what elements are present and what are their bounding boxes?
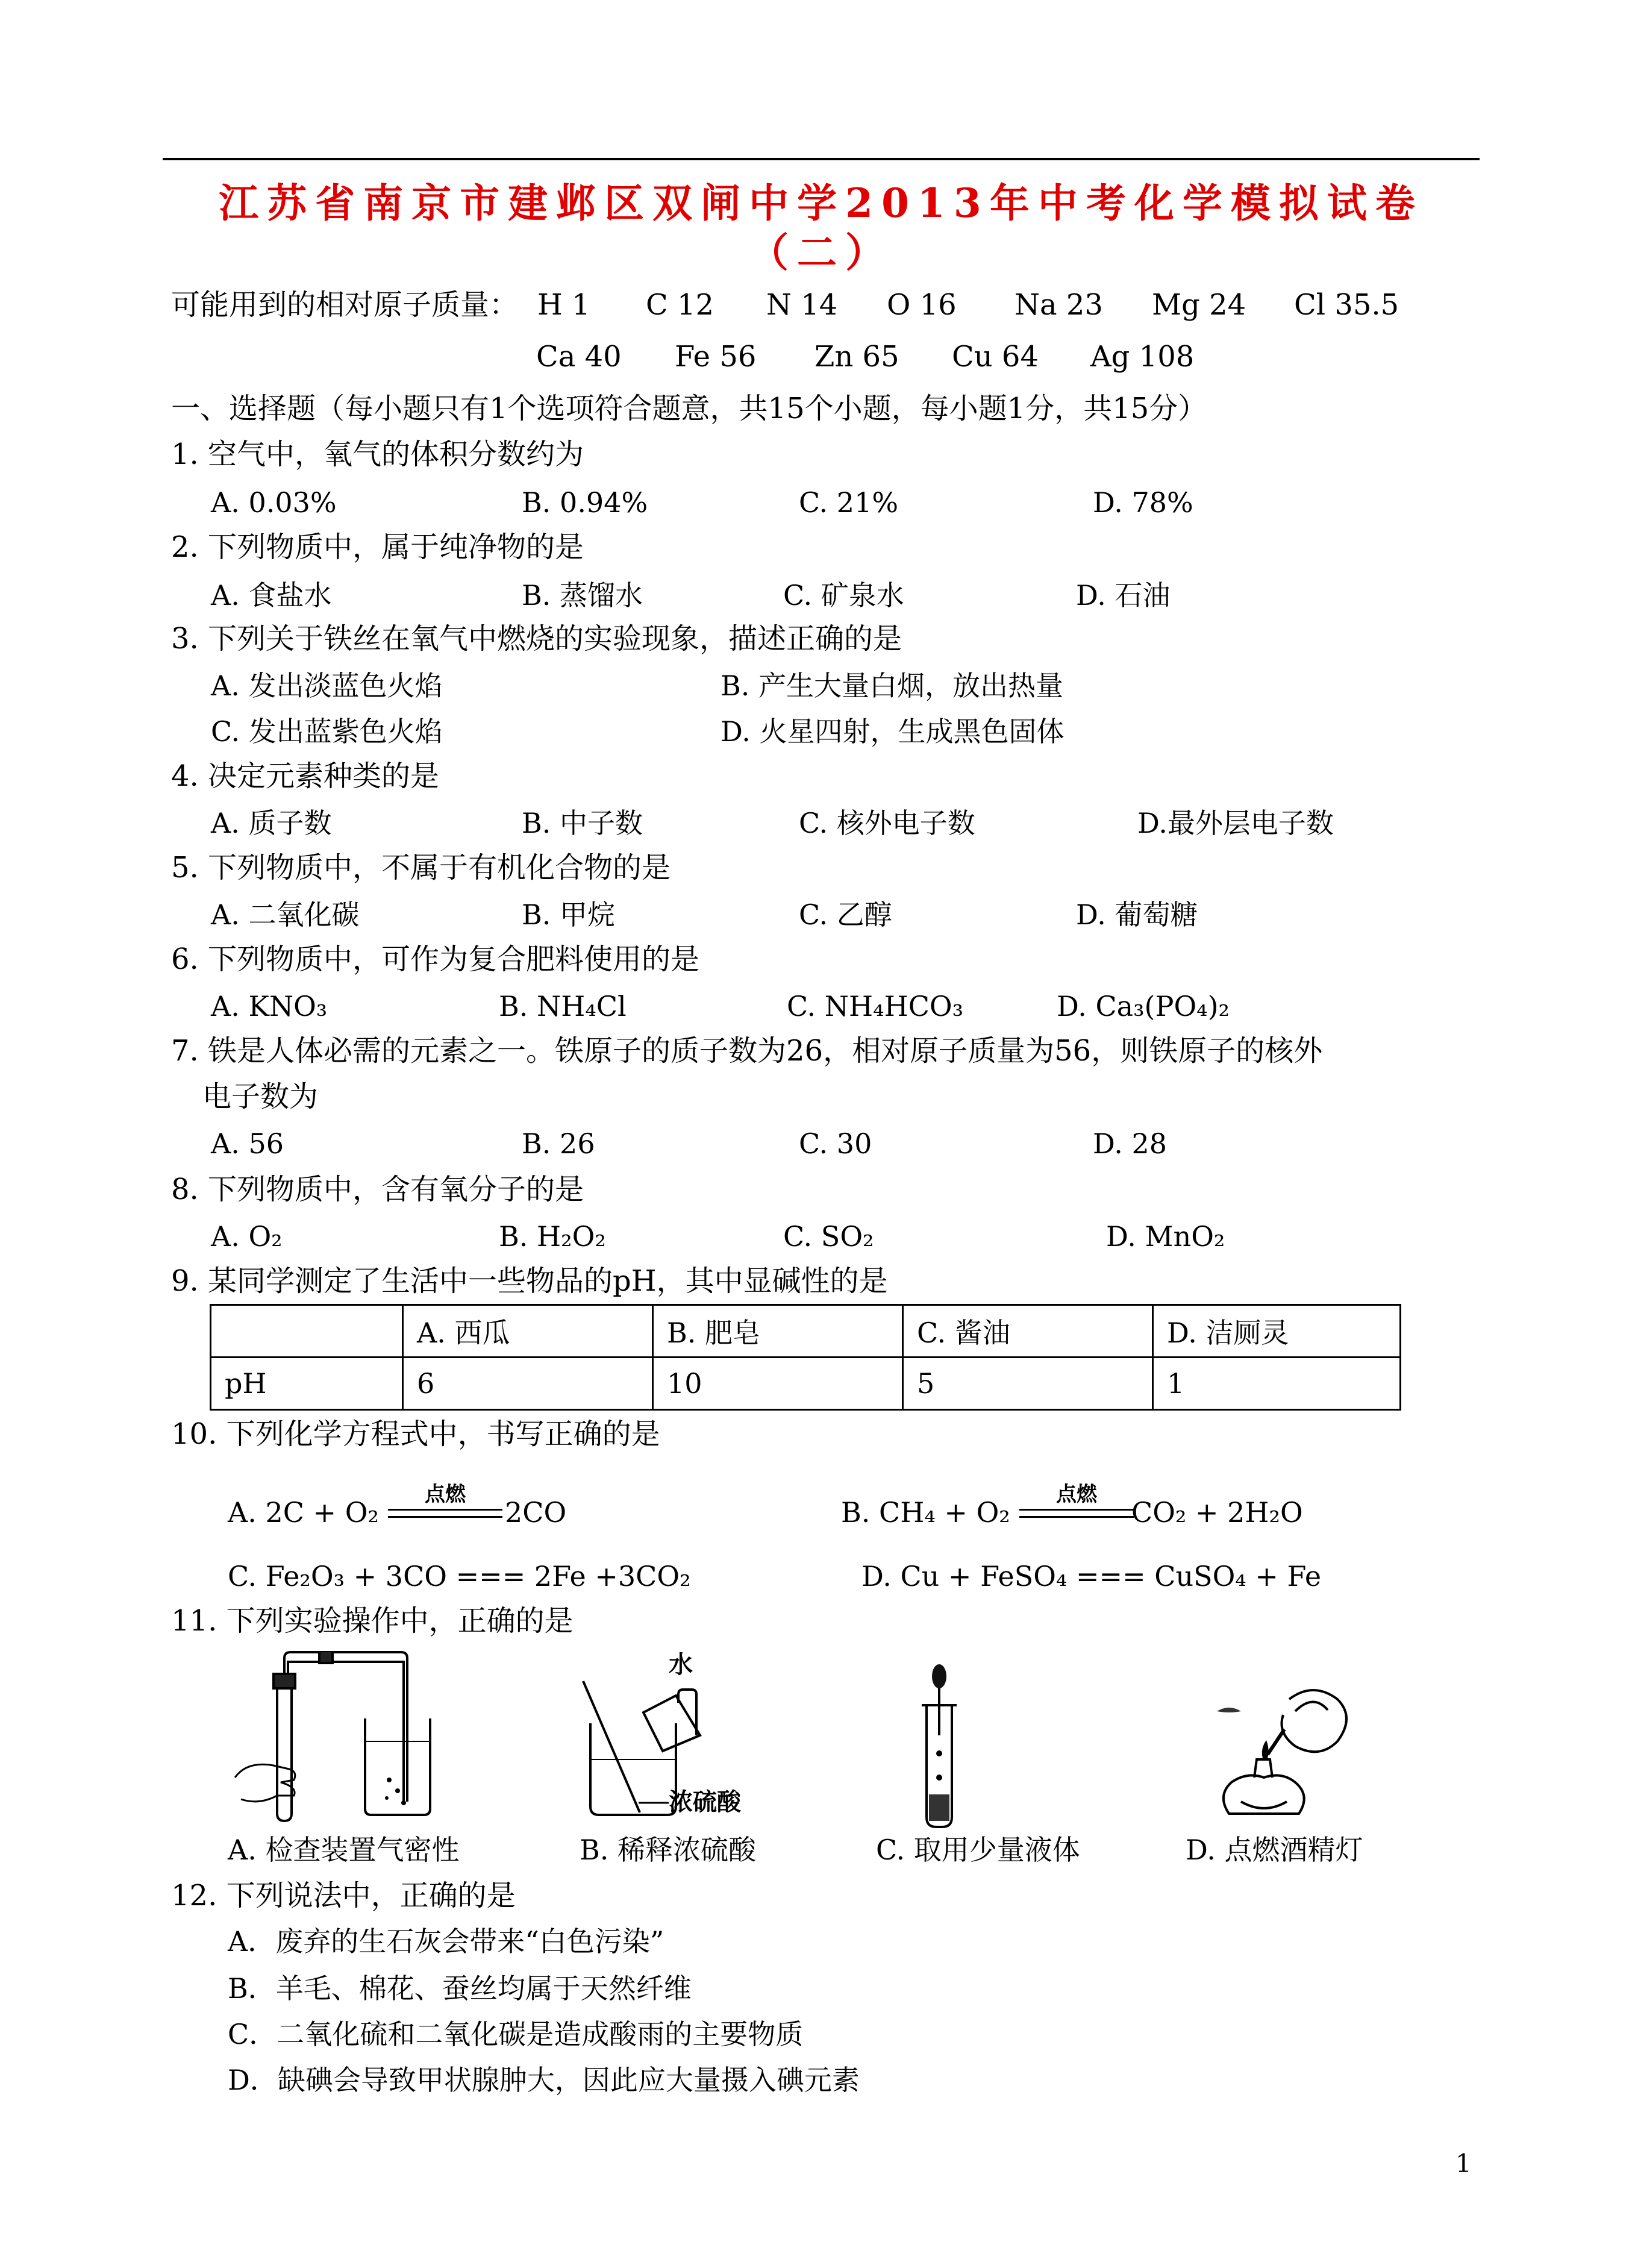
dropper-figure: [904, 1663, 976, 1832]
option-b[interactable]: B. 稀释浓硫酸: [580, 1834, 757, 1866]
table-row: [211, 1358, 1401, 1410]
option-d[interactable]: D．缺碘会导致甲状腺肿大，因此应大量摄入碘元素: [228, 2064, 860, 2096]
question-9: 9. 某同学测定了生活中一些物品的pH，其中显碱性的是: [171, 1264, 888, 1298]
question-4: 4. 决定元素种类的是: [171, 759, 440, 793]
atomic-mass: Ca 40: [536, 340, 622, 374]
alcohol-lamp-figure: [1205, 1675, 1374, 1826]
reaction-condition: 点燃: [425, 1482, 466, 1506]
water-label: 水: [669, 1651, 693, 1679]
option-c[interactable]: C. 乙醇: [799, 898, 892, 931]
option-b[interactable]: B. 中子数: [522, 807, 643, 839]
option-c[interactable]: C. 21%: [799, 486, 899, 519]
acid-label: 浓硫酸: [669, 1788, 741, 1816]
question-3: 3. 下列关于铁丝在氧气中燃烧的实验现象，描述正确的是: [171, 622, 902, 656]
option-b[interactable]: B. 产生大量白烟，放出热量: [721, 669, 1064, 702]
question-5: 5. 下列物质中，不属于有机化合物的是: [171, 851, 671, 885]
option-c[interactable]: C. NH₄HCO₃: [787, 990, 964, 1023]
atomic-mass: Cl 35.5: [1294, 288, 1399, 322]
option-a-product: 2CO: [505, 1496, 567, 1529]
option-c[interactable]: C. 30: [799, 1127, 872, 1160]
option-b[interactable]: B. H₂O₂: [499, 1220, 606, 1253]
table-cell: C. 酱油: [903, 1305, 1153, 1358]
option-d[interactable]: D. 点燃酒精灯: [1186, 1834, 1363, 1866]
option-b[interactable]: B. 26: [522, 1127, 595, 1160]
option-b[interactable]: B. CH₄ + O₂: [841, 1496, 1010, 1529]
table-cell: 5: [903, 1358, 1153, 1410]
question-6: 6. 下列物质中，可作为复合肥料使用的是: [171, 942, 700, 976]
reaction-arrow: [1019, 1483, 1134, 1523]
atomic-mass: C 12: [646, 288, 714, 322]
option-a[interactable]: A. 检查装置气密性: [228, 1834, 460, 1866]
option-d[interactable]: D. 28: [1093, 1127, 1168, 1160]
question-10: 10. 下列化学方程式中，书写正确的是: [171, 1417, 660, 1451]
option-b[interactable]: B. 0.94%: [522, 486, 648, 519]
option-a[interactable]: A. KNO₃: [211, 990, 328, 1023]
option-a[interactable]: A. 发出淡蓝色火焰: [211, 669, 443, 702]
exam-title: 江苏省南京市建邺区双闸中学2013年中考化学模拟试卷: [219, 180, 1424, 227]
option-b-product: CO₂ + 2H₂O: [1131, 1496, 1303, 1529]
option-a[interactable]: A. 56: [211, 1127, 284, 1160]
option-d[interactable]: D. MnO₂: [1106, 1220, 1225, 1253]
atomic-mass: Cu 64: [952, 340, 1039, 374]
reaction-arrow: [388, 1483, 502, 1523]
question-1: 1. 空气中，氧气的体积分数约为: [171, 437, 584, 471]
exam-title-subtitle: （二）: [749, 229, 893, 276]
atomic-mass: H 1: [537, 288, 590, 322]
option-c[interactable]: C. 矿泉水: [783, 579, 904, 612]
option-d[interactable]: D. 葡萄糖: [1076, 898, 1198, 931]
dilution-figure: [572, 1645, 765, 1826]
option-a[interactable]: A．废弃的生石灰会带来“白色污染”: [228, 1925, 664, 1958]
ph-table: [210, 1304, 1401, 1411]
question-12: 12. 下列说法中，正确的是: [171, 1879, 516, 1912]
atomic-mass: N 14: [766, 288, 838, 322]
option-b[interactable]: B．羊毛、棉花、蚕丝均属于天然纤维: [228, 1972, 692, 2005]
question-7: 7. 铁是人体必需的元素之一。铁原子的质子数为26，相对原子质量为56，则铁原子的核外: [171, 1034, 1323, 1068]
option-d[interactable]: D. 火星四射，生成黑色固体: [721, 715, 1064, 748]
table-cell: 10: [653, 1358, 903, 1410]
section-heading: 一、选择题（每小题只有1个选项符合题意，共15个小题，每小题1分，共15分）: [171, 392, 1207, 425]
option-c[interactable]: C. 核外电子数: [799, 807, 975, 839]
option-c[interactable]: C. Fe₂O₃ + 3CO === 2Fe +3CO₂: [228, 1560, 691, 1593]
option-a[interactable]: A. 食盐水: [211, 579, 332, 612]
atomic-mass: Mg 24: [1152, 288, 1246, 322]
table-cell: [211, 1305, 403, 1358]
option-d[interactable]: D. 石油: [1076, 579, 1171, 612]
option-c[interactable]: C. SO₂: [783, 1220, 874, 1253]
option-d[interactable]: D. Ca₃(PO₄)₂: [1057, 990, 1230, 1023]
table-cell: 6: [403, 1358, 653, 1410]
atomic-mass: Fe 56: [675, 340, 757, 374]
option-a[interactable]: A. 二氧化碳: [211, 898, 360, 931]
atomic-mass: Zn 65: [814, 340, 899, 374]
airtightness-apparatus-figure: [223, 1651, 440, 1826]
option-d[interactable]: D. 78%: [1093, 486, 1193, 519]
option-c[interactable]: C．二氧化硫和二氧化碳是造成酸雨的主要物质: [228, 2018, 804, 2050]
atomic-mass: Na 23: [1014, 288, 1103, 322]
question-8: 8. 下列物质中，含有氧分子的是: [171, 1173, 584, 1206]
option-d[interactable]: D.最外层电子数: [1137, 807, 1334, 839]
page-number: 1: [1455, 2149, 1472, 2178]
option-c[interactable]: C. 取用少量液体: [876, 1834, 1080, 1866]
top-rule: [163, 158, 1480, 160]
atomic-mass-label: 可能用到的相对原子质量：: [171, 288, 519, 322]
question-7-continued: 电子数为: [202, 1080, 319, 1114]
option-a[interactable]: A. 2C + O₂: [228, 1496, 379, 1529]
question-2: 2. 下列物质中，属于纯净物的是: [171, 530, 584, 564]
table-cell: D. 洁厕灵: [1153, 1305, 1401, 1358]
atomic-mass: O 16: [887, 288, 957, 322]
option-a[interactable]: A. 0.03%: [211, 486, 337, 519]
table-cell: B. 肥皂: [653, 1305, 903, 1358]
table-cell: 1: [1153, 1358, 1401, 1410]
reaction-condition: 点燃: [1056, 1482, 1097, 1506]
table-cell: A. 西瓜: [403, 1305, 653, 1358]
option-a[interactable]: A. O₂: [211, 1220, 283, 1253]
option-d[interactable]: D. Cu + FeSO₄ === CuSO₄ + Fe: [861, 1560, 1322, 1593]
table-cell: pH: [211, 1358, 403, 1410]
question-11: 11. 下列实验操作中，正确的是: [171, 1604, 574, 1638]
option-c[interactable]: C. 发出蓝紫色火焰: [211, 715, 443, 748]
option-b[interactable]: B. NH₄Cl: [499, 990, 627, 1023]
option-b[interactable]: B. 蒸馏水: [522, 579, 643, 612]
option-a[interactable]: A. 质子数: [211, 807, 332, 839]
atomic-mass: Ag 108: [1090, 340, 1195, 374]
table-header-row: [211, 1305, 1401, 1358]
option-b[interactable]: B. 甲烷: [522, 898, 616, 931]
